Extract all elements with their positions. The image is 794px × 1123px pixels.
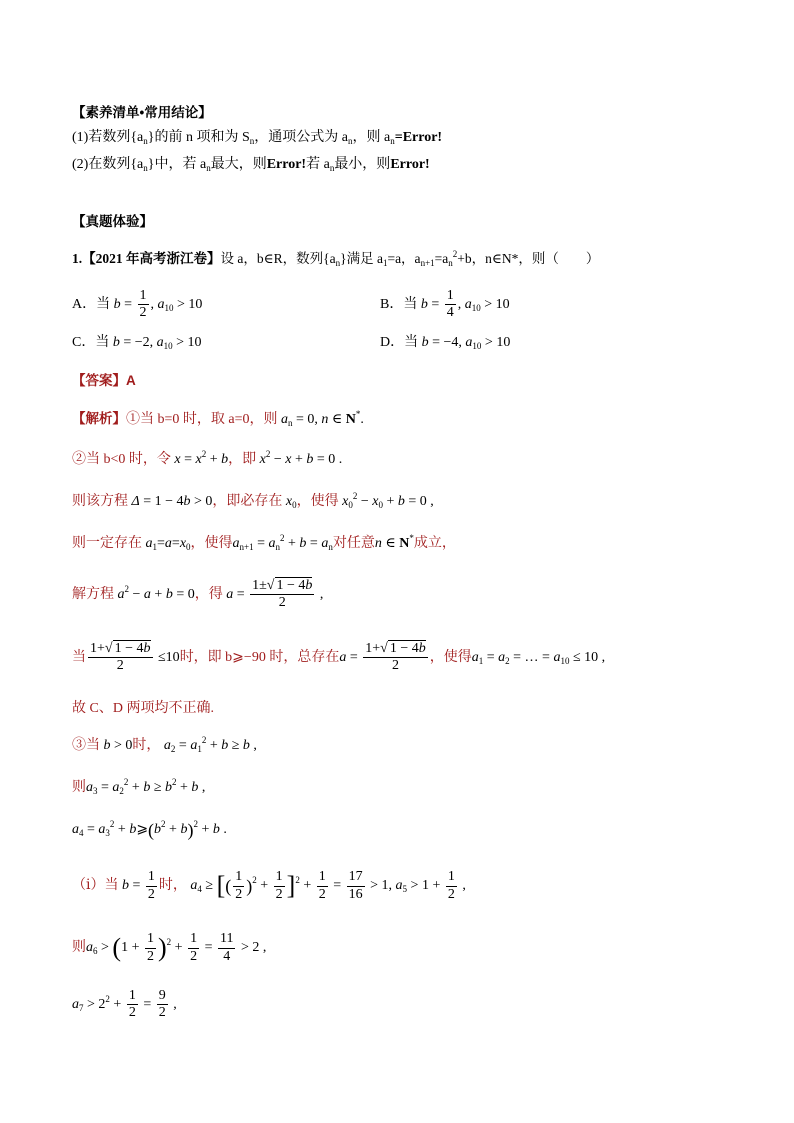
analysis-line-2: ②当 b<0 时，令 $x = x^2 + b$，即 $x^2 - x + b = 0$ . — [72, 449, 343, 467]
conclusion-item-2: (2)在数列$\{a_n\}$中，若 $a_n$最大，则Error!若 $a_n$最小，则Error! — [72, 157, 430, 173]
analysis-line-12: 则$a_6 > (1$ + $\frac{1}{2}$ )$^2$ + $\frac{1}{2}$ = $\frac{11}{4}$ > 2 , — [72, 931, 267, 964]
answer-line: 【答案】A — [72, 373, 136, 388]
analysis-line-9: 则$a_3 = a_2^2 + b \ge b^2 + b$ , — [72, 777, 206, 796]
analysis-line-13: $a_7 > 2^2$ + $\frac{1}{2}$ = $\frac{9}{2}$ , — [72, 988, 177, 1021]
error-text: Error! — [266, 157, 307, 172]
option-a[interactable]: A．当 b = $\frac{1}{2}$ , $a_{10} > 10$ — [72, 288, 203, 321]
question-1: 1.【2021 年高考浙江卷】设 a，b∈R，数列$\{a_n\}$满足 $a_1=a$，$a_{n+1}=a_n^2+b$，n∈N*，则（ ） — [72, 249, 600, 268]
analysis-line-8: ③当 b > 0时， $a_2 = a_1^2 + b \ge b$ , — [72, 735, 257, 754]
analysis-line-7: 故 C、D 两项均不正确. — [72, 701, 214, 716]
option-d[interactable]: D．当 b = −4, $a_{10} > 10$ — [380, 335, 511, 351]
conclusion-item-1: (1)若数列$\{a_n\}$的前 n 项和为 $S_n$，通项公式为 $a_n$，则 $a_n=Error$! — [72, 130, 443, 146]
error-text: =Error! — [394, 130, 443, 145]
analysis-line-6: 当 $\frac{1+√ 1 - 4b}{2}$ ≤10时，即 b⩾−90 时，总存在a = $\frac{1+√ 1 - 4b}{2}$ ，使得$a_1 = a_2$ = … = $a_{10} \le 10$ , — [72, 641, 606, 674]
analysis-line-3: 则该方程 Δ = 1 − 4b > 0，即必存在 $x_0$，使得 $x_0^2 - x_0 + b = 0$ , — [72, 491, 434, 510]
option-c[interactable]: C．当 b = −2, $a_{10} > 10$ — [72, 335, 202, 351]
analysis-line-10: $a_4 = a_3^2$ + $b⩾(b^2 + b)^2 + b$ . — [72, 819, 227, 840]
analysis-line-11: （ⅰ）当 b = $\frac{1}{2}$ 时， $a_4$ ≥ [( $\frac{1}{2}$ )$^2$ + $\frac{1}{2}$ ]$^2$ + $\frac{1}{2}$ = $\frac{17}{16}$ > 1, $a_5 > 1$ + $\frac{1}{2}$ , — [72, 869, 466, 902]
analysis-line-5: 解方程 $a^2 - a + b = 0$，得 a = $\frac{1\pm√ 1 - 4b}{2}$ , — [72, 578, 324, 611]
practice-heading: 【真题体验】 — [72, 214, 153, 229]
conclusions-heading: 【素养清单•常用结论】 — [72, 105, 212, 120]
option-b[interactable]: B．当 b = $\frac{1}{4}$ , $a_{10} > 10$ — [380, 288, 510, 321]
analysis-line-1: 【解析】①当 b=0 时，取 a=0，则 $a_n = 0$, n ∈ N*. — [72, 409, 364, 428]
analysis-line-4: 则一定存在 $a_1=a=x_0$，使得$a_{n+1} = a_n^2 + b = a_n$对任意n ∈ N*成立， — [72, 533, 456, 552]
error-text: Error! — [390, 157, 430, 172]
